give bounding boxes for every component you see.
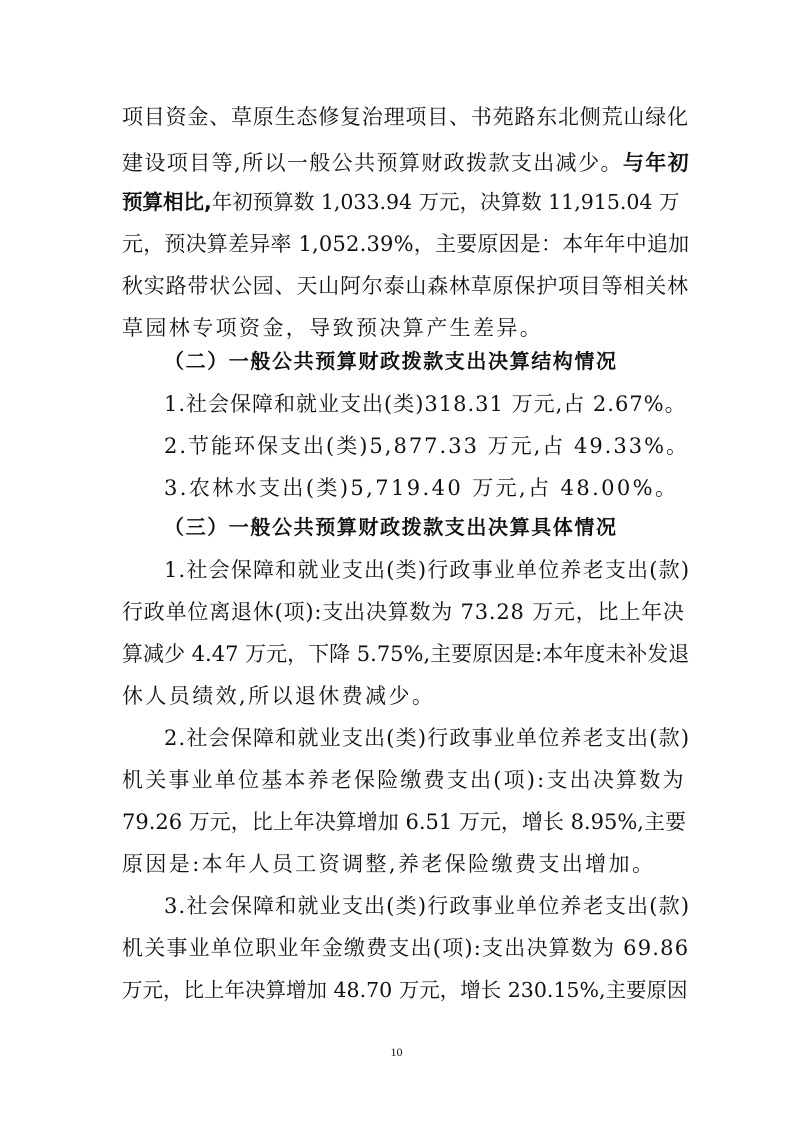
- body-text-line: 机关事业单位基本养老保险缴费支出(项):支出决算数为: [122, 768, 686, 792]
- body-text-line: [122, 186, 682, 218]
- body-text-line: 3.社会保障和就业支出(类)行政事业单位养老支出(款): [164, 894, 691, 918]
- body-text-line: 休人员绩效,所以退休费减少。: [122, 684, 436, 708]
- body-text-run: 建设项目等,所以一般公共预算财政拨款支出减少。: [122, 151, 623, 175]
- body-text-line: 算减少 4.47 万元，下降 5.75%,主要原因是:本年度未补发退: [122, 642, 690, 666]
- list-item: 2.节能环保支出(类)5,877.33 万元,占 49.33%。: [164, 434, 690, 458]
- body-text-line: 秋实路带状公园、天山阿尔泰山森林草原保护项目等相关林: [122, 274, 689, 298]
- list-item: 3.农林水支出(类)5,719.40 万元,占 48.00%。: [164, 476, 679, 500]
- body-text-line: 原因是:本年人员工资调整,养老保险缴费支出增加。: [122, 852, 656, 876]
- body-text-line: 2.社会保障和就业支出(类)行政事业单位养老支出(款): [164, 726, 691, 750]
- body-text-line: 元，预决算差异率 1,052.39%，主要原因是：本年年中追加: [122, 232, 690, 256]
- body-text-line: 79.26 万元，比上年决算增加 6.51 万元，增长 8.95%,主要: [122, 810, 686, 834]
- body-text-line: 草园林专项资金，导致预决算产生差异。: [122, 316, 544, 340]
- body-text-line: 行政单位离退休(项):支出决算数为 73.28 万元，比上年决: [122, 600, 685, 624]
- section-heading: （三）一般公共预算财政拨款支出决算具体情况: [164, 515, 618, 539]
- page-number: 10: [390, 1045, 403, 1059]
- section-heading: （二）一般公共预算财政拨款支出决算结构情况: [164, 349, 618, 373]
- body-text-line: [122, 147, 691, 179]
- emphasis-text: 与年初: [622, 151, 691, 175]
- list-item: 1.社会保障和就业支出(类)318.31 万元,占 2.67%。: [164, 392, 687, 416]
- body-text-line: 机关事业单位职业年金缴费支出(项):支出决算数为 69.86: [122, 936, 690, 960]
- emphasis-text: 预算相比,: [122, 190, 212, 214]
- body-text-line: 项目资金、草原生态修复治理项目、书苑路东北侧荒山绿化: [122, 105, 689, 129]
- body-text-run: 年初预算数 1,033.94 万元，决算数 11,915.04 万: [211, 190, 680, 214]
- body-text-line: 万元，比上年决算增加 48.70 万元，增长 230.15%,主要原因: [122, 978, 688, 1002]
- body-text-line: 1.社会保障和就业支出(类)行政事业单位养老支出(款): [164, 558, 691, 582]
